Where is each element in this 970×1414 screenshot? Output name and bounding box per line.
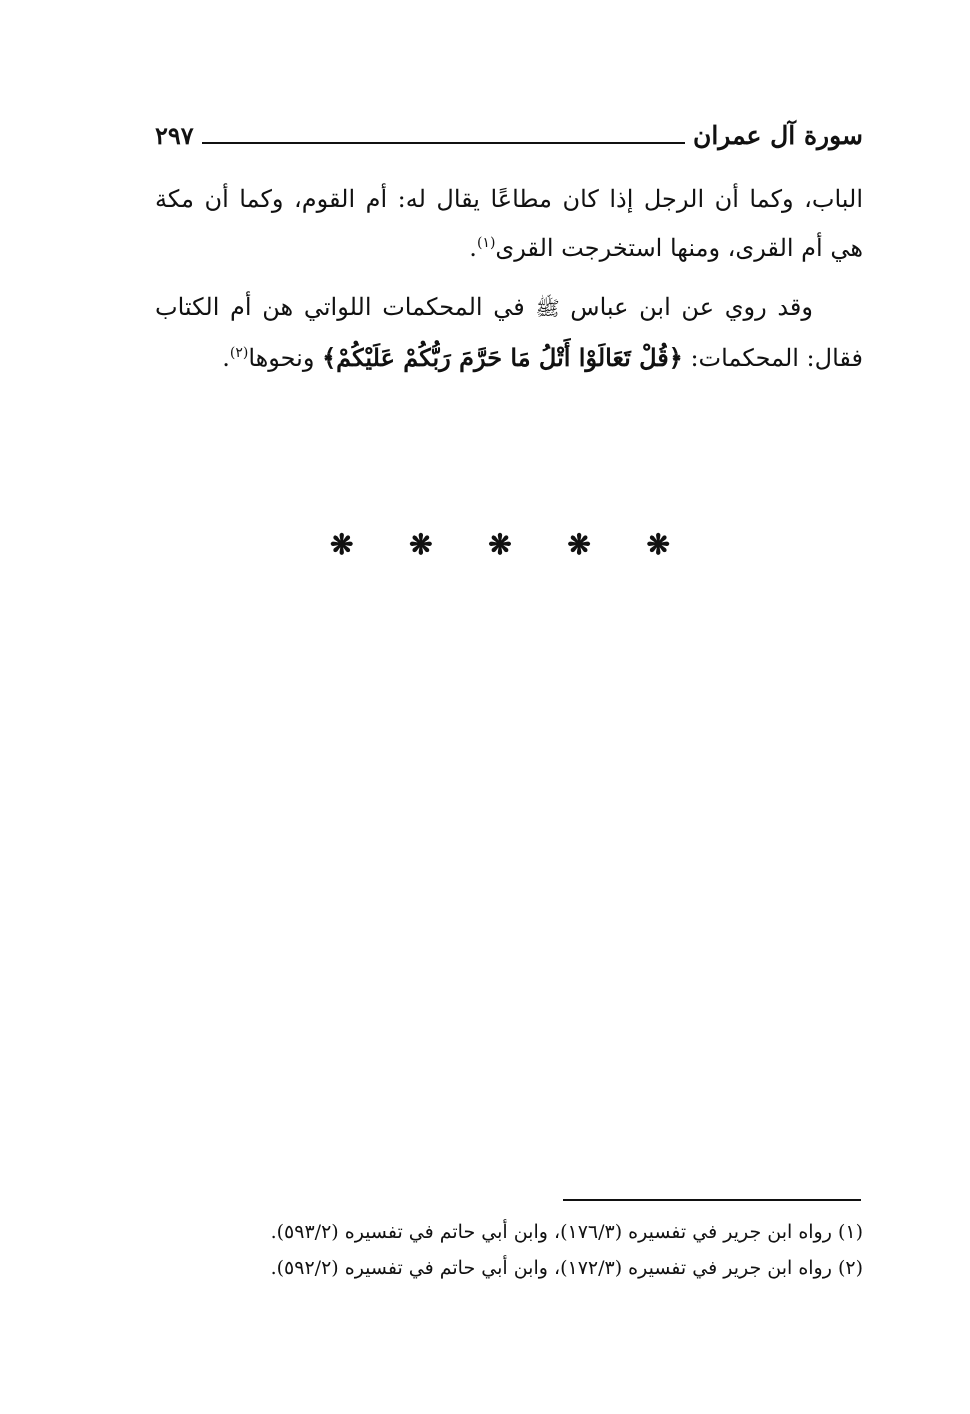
body-text [155, 175, 863, 393]
quran-verse: ﴿قُلْ تَعَالَوْا أَتْلُ مَا حَرَّمَ رَبُّكُمْ عَلَيْكُمْ﴾ [322, 343, 683, 372]
paragraph-2 [155, 283, 863, 383]
page-number: ٢٩٧ [155, 121, 194, 150]
separator-star: ❋ [567, 528, 591, 561]
paragraph-1-text: الباب، وكما أن الرجل إذا كان مطاعًا يقال له: أم القوم، وكما أن مكة هي أم القرى، ومنها استخرجت القرى [155, 185, 863, 262]
surah-title: سورة آل عمران [692, 121, 863, 150]
header-rule [202, 142, 685, 144]
paragraph-1 [155, 175, 863, 273]
paragraph-1-end: . [469, 234, 477, 262]
paragraph-2-end: . [222, 344, 230, 372]
section-separator [330, 528, 670, 561]
separator-star: ❋ [488, 528, 512, 561]
footnote-1: (١) رواه ابن جرير في تفسيره (١٧٦/٣)، وابن أبي حاتم في تفسيره (٥٩٣/٢). [270, 1221, 863, 1243]
running-header [155, 112, 863, 148]
footnote-ref-2: (٢) [229, 345, 249, 361]
separator-star: ❋ [409, 528, 433, 561]
footnotes [155, 1214, 863, 1286]
footnote-2: (٢) رواه ابن جرير في تفسيره (١٧٢/٣)، وابن أبي حاتم في تفسيره (٥٩٢/٢). [270, 1257, 863, 1279]
paragraph-2-text-c: ونحوها [248, 344, 315, 372]
separator-star: ❋ [646, 528, 670, 561]
footnote-rule [563, 1199, 861, 1201]
honorific-symbol: ﷺ [535, 296, 560, 320]
paragraph-2-text-b: في المحكمات اللواتي هن أم الكتاب فقال: المحكمات: [155, 293, 863, 372]
paragraph-2-text-a: وقد روي عن ابن عباس [570, 293, 813, 321]
footnote-ref-1: (١) [476, 235, 496, 251]
separator-star: ❋ [330, 528, 354, 561]
